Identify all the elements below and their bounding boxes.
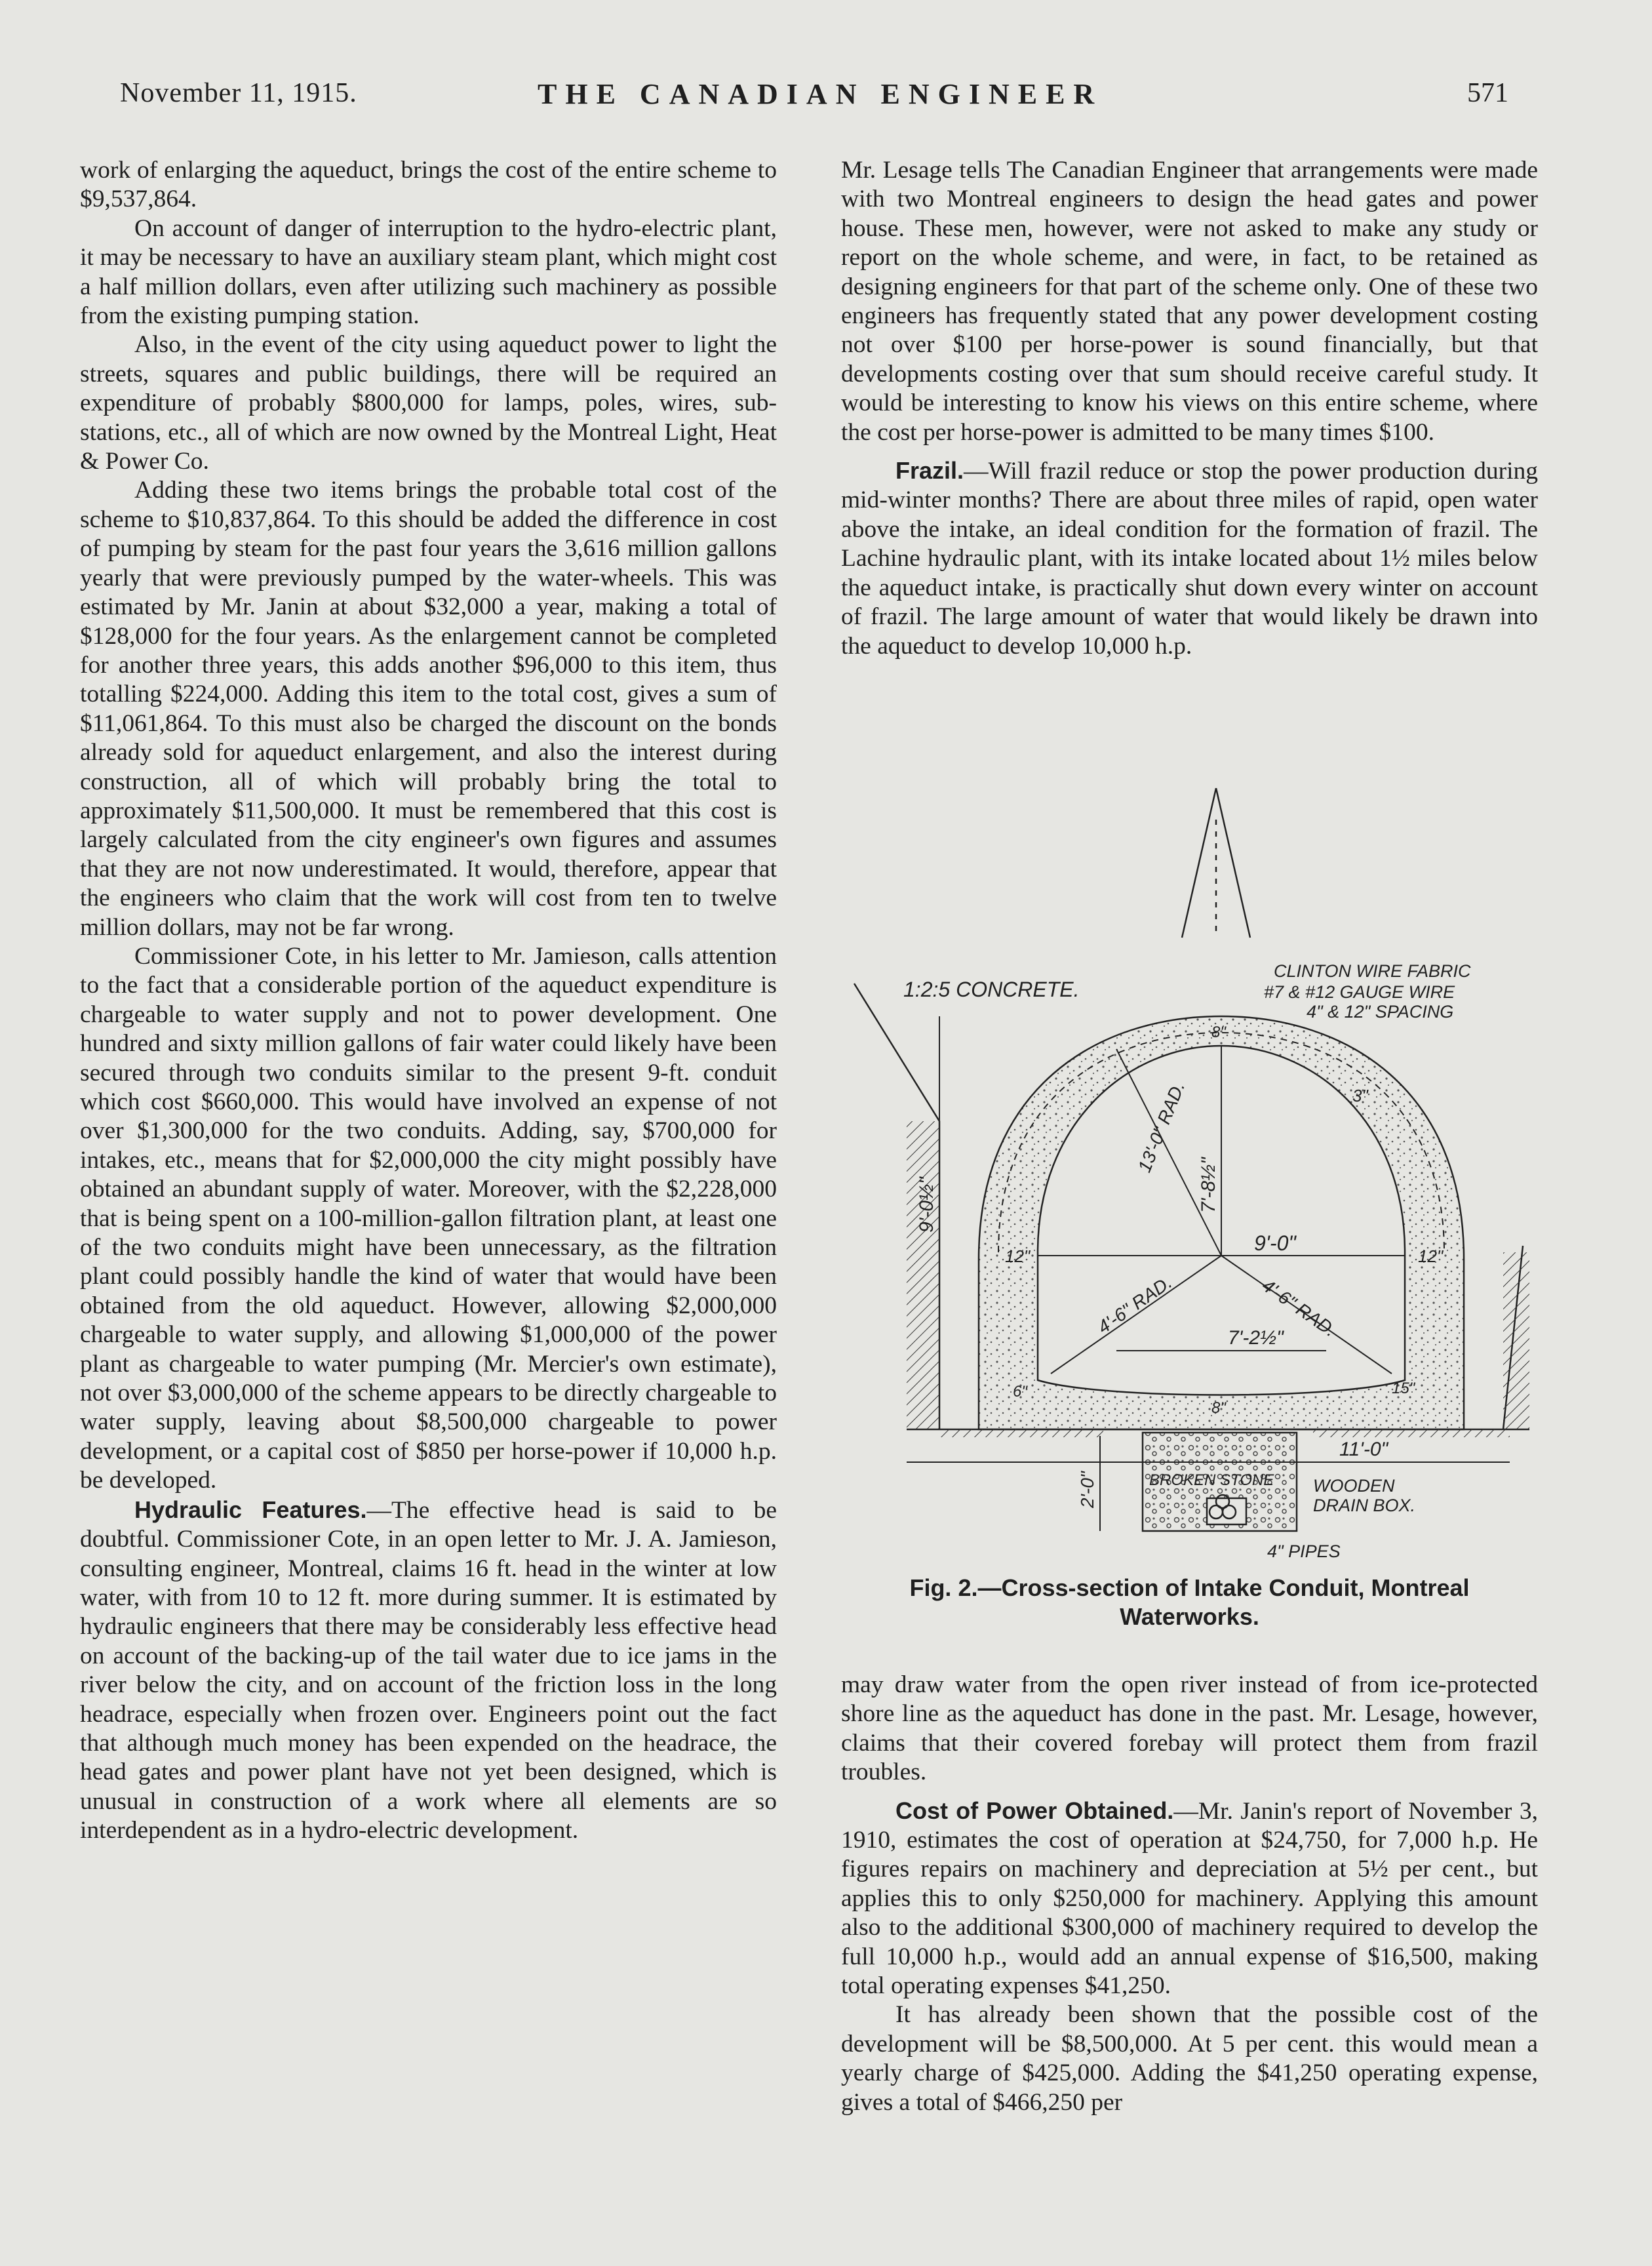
label-base: 11'-0" [1339, 1439, 1388, 1460]
paragraph: Also, in the event of the city using aqueduct power to light the streets, squares and public buildings, there will be required an expenditure of probably $800,000 for lamps, poles, wires, sub-stations, etc., all of which are now owned by the Montreal Light, Heat & Power Co. [80, 331, 777, 475]
label-rad-left: 4'-6" RAD. [1093, 1271, 1176, 1338]
label-top-8: 8" [1211, 1024, 1226, 1041]
left-column [80, 156, 777, 1846]
section-heading: Cost of Power Obtained. [895, 1797, 1174, 1824]
page-header [0, 77, 1652, 117]
label-wire-spacing: 4" & 12" SPACING [1307, 1002, 1454, 1022]
label-corner-6: 6" [1013, 1383, 1027, 1401]
paragraph: On account of danger of interruption to the hydro-electric plant, it may be necessary to have an auxiliary steam plant, which might cost a half million dollars, even after utilizing such machinery as possible from the existing pumping station. [80, 214, 777, 330]
base-hatch [939, 1429, 1103, 1437]
paragraph-cost-of-power [841, 1797, 1538, 2001]
label-rad-13: 13'-0" RAD. [1133, 1079, 1189, 1176]
page-number: 571 [1467, 78, 1508, 108]
left-ground-hatch [907, 1121, 939, 1429]
section-heading: Frazil. [895, 457, 964, 485]
caption-line: Waterworks. [1120, 1603, 1259, 1630]
paragraph: It has already been shown that the possible cost of the development will be $8,500,000. At 5 per cent. this would mean a yearly charge of $425,000. Adding the $41,250 operating expense, gives a total of $466,250 per [841, 2001, 1538, 2116]
label-broken-stone: BROKEN STONE [1149, 1471, 1274, 1489]
drain-box [1207, 1498, 1246, 1524]
paragraph-body: —Will frazil reduce or stop the power production during mid-winter months? There are about three miles of rapid, open water above the intake, an ideal condition for the formation of frazil. The Lachine hydraulic plant, with its intake located about 1½ miles below the aqueduct intake, is practically shut down every winter on account of frazil. The large amount of water that would likely be drawn into the aqueduct to develop 10,000 h.p. [841, 458, 1538, 660]
label-width: 9'-0" [1254, 1231, 1296, 1255]
label-rad-right: 4'-6" RAD. [1258, 1275, 1341, 1341]
label-corner-15: 15" [1392, 1380, 1415, 1397]
paragraph-body: —The effective head is said to be doubtful. Commissioner Cote, in an open letter to Mr. J. A. Jamieson, consulting engineer, Montreal, claims 16 ft. head in the winter at low water, with from 10 to 12 ft. more during summer. It is estimated by hydraulic engineers that there may be considerably less effective head on account of the backing-up of the tail water due to ice jams in the river below the city, and on account of the friction loss in the long headrace, especially when frozen over. Engineers point out the fact that although much money has been expended on the headrace, the head gates and power plant have not yet been designed, which is unusual in construction of a work where all elements are so interdependent as in a hydro-electric development. [80, 1496, 777, 1844]
paragraph-hydraulic-features [80, 1496, 777, 1846]
caption-line: Fig. 2.—Cross-section of Intake Conduit, Montreal [909, 1574, 1470, 1601]
label-side-12-right: 12" [1418, 1246, 1444, 1266]
label-wire-fabric: CLINTON WIRE FABRIC [1274, 961, 1471, 981]
paragraph: work of enlarging the aqueduct, brings the cost of the entire scheme to $9,537,864. [80, 157, 777, 213]
paragraph-frazil [841, 456, 1538, 661]
base-hatch [1313, 1429, 1510, 1437]
paragraph: Mr. Lesage tells The Canadian Engineer that arrangements were made with two Montreal engineers to design the head gates and power house. These men, however, were not asked to make any study or report on the whole scheme, and were, in fact, to be retained as designing engineers for that part of the scheme only. One of these two engineers has frequently stated that any power development costing not over $100 per horse-power is sound financially, but that developments costing over that sum should receive careful study. It would be interesting to know his views on this entire scheme, where the cost per horse-power is admitted to be many times $100. [841, 157, 1538, 446]
label-drain-1: WOODEN [1313, 1476, 1395, 1496]
paragraph: Adding these two items brings the probable total cost of the scheme to $10,837,864. To this should be added the difference in cost of pumping by steam for the past four years the 3,616 million gallons yearly that were previously pumped by the water-wheels. This was estimated by Mr. Janin at about $32,000 a year, making a total of $128,000 for the four years. As the enlargement cannot be completed for another three years, this adds another $96,000 to this item, thus totalling $224,000. Adding this item to the total cost, gives a sum of $11,061,864. To this must also be charged the discount on the bonds already sold for aqueduct enlargement, and also the interest during construction, all of which will probably bring the total to approximately $11,500,000. It must be remembered that this cost is largely calculated from the city engineer's own figures and assumes that they are not now underestimated. It would, therefore, appear that the engineers who claim that the work will cost from ten to twelve million dollars, may not be far wrong. [80, 477, 777, 941]
label-drain-2: DRAIN BOX. [1313, 1496, 1416, 1515]
figure-intake-conduit [841, 780, 1538, 1672]
right-ground-hatch [1503, 1252, 1529, 1429]
label-height: 9'-0½" [916, 1177, 937, 1233]
label-pipes: 4" PIPES [1267, 1541, 1341, 1561]
right-column-bottom [841, 1671, 1538, 2117]
label-shoulder: 3" [1352, 1086, 1368, 1105]
label-side-12-left: 12" [1005, 1246, 1031, 1266]
section-heading: Hydraulic Features. [134, 1496, 367, 1523]
journal-title: THE CANADIAN ENGINEER [538, 78, 1103, 110]
label-invert: 7'-2½" [1228, 1327, 1284, 1349]
paragraph: Commissioner Cote, in his letter to Mr. Jamieson, calls attention to the fact that a considerable portion of the aqueduct expenditure is chargeable to water supply and not to power development. One hundred and sixty million gallons of fair water could likely have been secured through two conduits similar to the present 9-ft. conduit which cost $660,000. This would have involved an expense of not over $1,300,000 for the two conduits. Adding, say, $700,000 for intakes, etc., means that for $2,000,000 the city might possibly have obtained an abundant supply of water. Moreover, with the $2,228,000 that is being spent on a 100-million-gallon filtration plant, at least one of the two conduits might have been unnecessary, as the filtration plant could possibly handle the kind of water that would have been obtained from the old aqueduct. However, allowing $2,000,000 chargeable to water supply, and allowing $1,000,000 of the power plant as chargeable to water pumping (Mr. Mercier's own estimate), not over $3,000,000 of the scheme appears to be directly chargeable to water supply, leaving about $8,500,000 chargeable to power development, or a capital cost of $850 per horse-power if 10,000 h.p. be developed. [80, 942, 777, 1494]
label-depth: 2'-0" [1077, 1471, 1097, 1508]
issue-date: November 11, 1915. [120, 78, 357, 108]
right-column-top [841, 156, 1538, 661]
label-bottom-8: 8" [1211, 1399, 1226, 1417]
figure-caption [841, 1574, 1538, 1631]
label-wire-gauge: #7 & #12 GAUGE WIRE [1264, 982, 1455, 1002]
label-rise: 7'-8½" [1198, 1157, 1219, 1213]
paragraph: may draw water from the open river instead of from ice-protected shore line as the aqueduct has done in the past. Mr. Lesage, however, claims that their covered forebay will protect them from frazil troubles. [841, 1671, 1538, 1786]
cross-section-drawing [841, 780, 1538, 1570]
construction-line [1216, 788, 1250, 938]
label-concrete: 1:2:5 CONCRETE. [903, 978, 1080, 1001]
paragraph-body: —Mr. Janin's report of November 3, 1910, estimates the cost of operation at $24,750, for 7,000 h.p. He figures repairs on machinery and depreciation at 5½ per cent., but applies this to only $250,000 for machinery. Applying this amount also to the additional $300,000 of machinery required to develop the full 10,000 h.p., would add an annual expense of $16,500, making total operating expenses $41,250. [841, 1797, 1538, 2000]
construction-line [1182, 788, 1216, 938]
